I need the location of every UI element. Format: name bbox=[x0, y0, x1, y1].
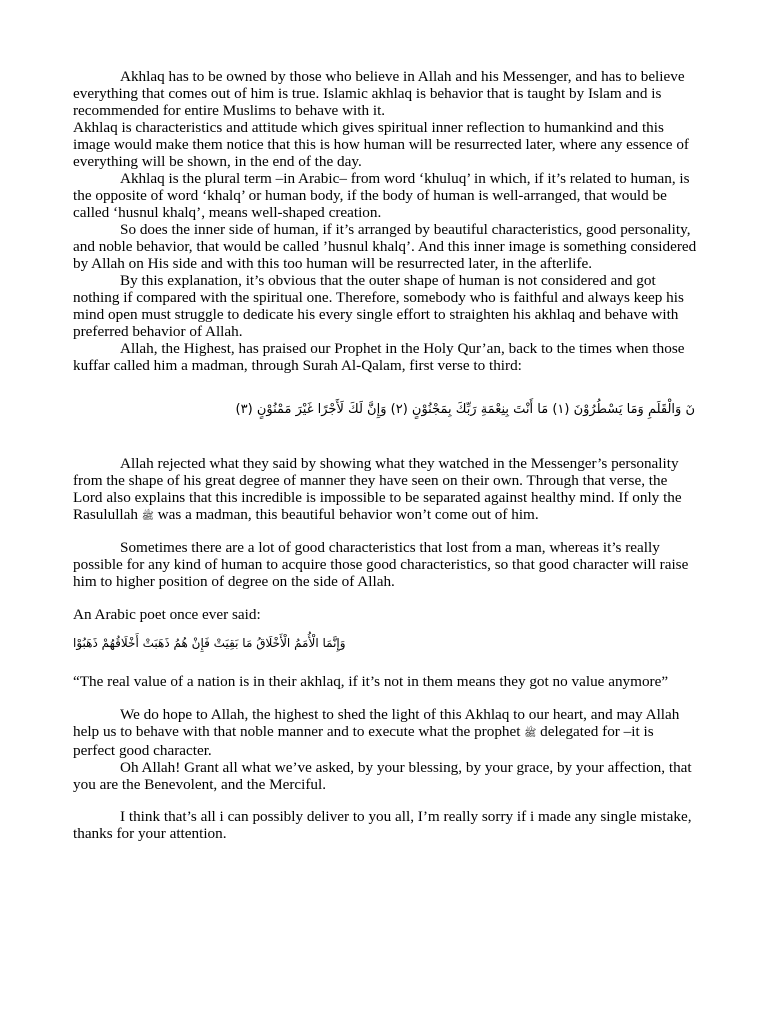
poet-intro: An Arabic poet once ever said: bbox=[73, 606, 261, 623]
paragraph-prayer: Oh Allah! Grant all what we’ve asked, by your blessing, by your grace, by your affection, that you are the Benevolent, and the Merciful. bbox=[73, 759, 692, 793]
paragraph-akhlaq-ownership: Akhlaq has to be owned by those who believe in Allah and his Messenger, and has to believe everything that comes out of him is true. Islamic akhlaq is behavior that is taught by Islam and is recommended for entire Muslims to behave with it. bbox=[73, 68, 685, 119]
paragraph-allah-rejected bbox=[73, 455, 697, 525]
paragraph-praise-prophet: Allah, the Highest, has praised our Prophet in the Holy Qur’an, back to the times when those kuffar called him a madman, through Surah Al-Qalam, first verse to third: bbox=[73, 340, 685, 374]
paragraph-allah-rejected-end: was a madman, this beautiful behavior won’t come out of him. bbox=[157, 506, 539, 523]
rejection-section bbox=[73, 455, 697, 525]
saw-honorific-icon: ﷺ bbox=[141, 511, 154, 522]
paragraph-good-characteristics: Sometimes there are a lot of good characteristics that lost from a man, whereas it’s really possible for any kind of human to acquire those good characteristics, so that good character will raise him to higher position of degree on the side of Allah. bbox=[73, 539, 689, 590]
translation-section bbox=[73, 673, 697, 690]
paragraph-hope bbox=[73, 706, 697, 759]
poet-intro-section bbox=[73, 606, 697, 623]
paragraph-hope-end: delegated for –it is perfect good character. bbox=[73, 723, 654, 759]
paragraph-akhlaq-plural-term: Akhlaq is the plural term –in Arabic– from word ‘khuluq’ in which, if it’s related to human, is the opposite of word ‘khalq’ or human body, if the body of human is well-arranged, that would be called ‘husnul khalq’, means well-shaped creation. bbox=[73, 170, 690, 221]
intro-section bbox=[73, 68, 697, 374]
paragraph-akhlaq-definition: Akhlaq is characteristics and attitude which gives spiritual inner reflection to humankind and this image would make them notice that this is how human will be resurrected later, where any essence of everything will be shown, in the end of the day. bbox=[73, 119, 689, 170]
poem-translation: “The real value of a nation is in their akhlaq, if it’s not in them means they got no value anymore” bbox=[73, 673, 669, 690]
paragraph-allah-rejected-text: Allah rejected what they said by showing what they watched in the Messenger’s personality from the shape of his great degree of manner they have seen on their own. Through that verse, the Lord also explains that this incredible is impossible to be separated against healthy mind. If only the Rasulullah bbox=[73, 455, 682, 523]
saw-honorific-icon: ﷺ bbox=[524, 728, 537, 739]
paragraph-hope-text: We do hope to Allah, the highest to shed the light of this Akhlaq to our heart, and may Allah help us to behave with that noble manner and to execute what the prophet bbox=[73, 706, 680, 740]
paragraph-inner-side: So does the inner side of human, if it’s arranged by beautiful characteristics, good personality, and noble behavior, that would be called ’husnul khalq’. And this inner image is something considered by Allah on His side and with this too human will be resurrected later, in the afterlife. bbox=[73, 221, 697, 272]
prayer-section bbox=[73, 706, 697, 793]
closing-section bbox=[73, 808, 697, 842]
paragraph-closing: I think that’s all i can possibly deliver to you all, I’m really sorry if i made any single mistake, thanks for your attention. bbox=[73, 808, 692, 842]
arabic-verse-al-qalam: نٓ وَالْقَلَمِ وَمَا يَسْطُرُوْنَ (١) مَا أَنْتَ بِنِعْمَةِ رَبِّكَ بِمَجْنُوْنٍ (٢) وَإِنَّ لَكَ لَأَجْرًا غَيْرَ مَمْنُوْنٍ (٣) bbox=[235, 402, 695, 417]
paragraph-explanation: By this explanation, it’s obvious that the outer shape of human is not considered and got nothing if compared with the spiritual one. Therefore, somebody who is faithful and always keep his mind open must struggle to dedicate his every single effort to straighten his akhlaq and behave with preferred behavior of Allah. bbox=[73, 272, 684, 340]
good-characteristics-section bbox=[73, 539, 697, 590]
arabic-poem: وَإِنَّمَا الْأُمَمُ الْأَخْلَاقُ مَا بَقِيَتْ فَإِنْ هُمُ ذَهَبَتْ أَخْلَاقُهُمْ ذَهَبُوْا bbox=[73, 636, 346, 650]
